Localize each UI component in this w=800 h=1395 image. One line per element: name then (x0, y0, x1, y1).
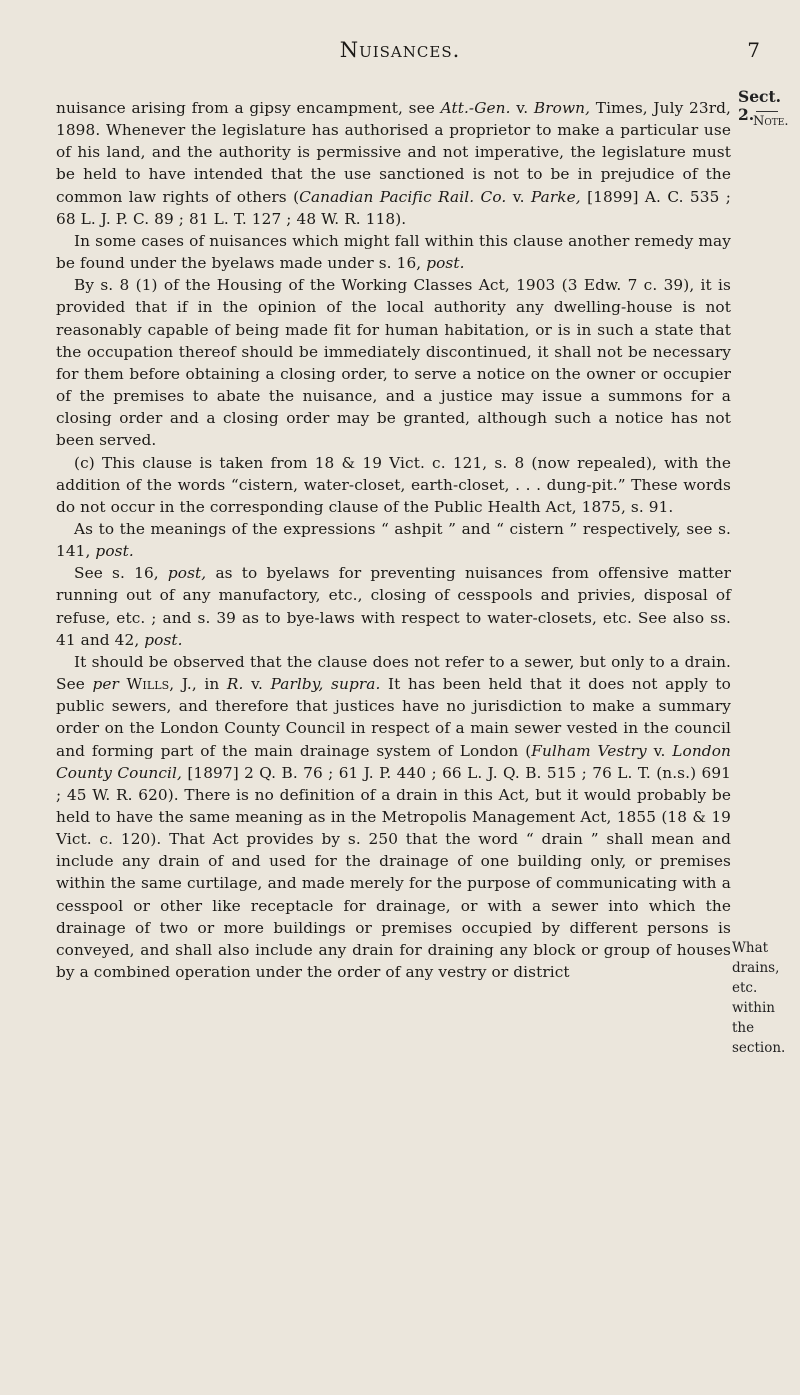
margin-drains-note (732, 938, 800, 1058)
text-run: [1899] A. C. 535 ; 68 L. J. P. C. 89 ; 81 L. T. 127 ; 48 W. R. 118). (56, 187, 731, 228)
text-run: post. (144, 630, 183, 649)
text-run: v. (243, 675, 271, 694)
text-run: (c) This clause is taken from 18 & 19 Vict. c. 121, s. 8 (now repealed), with the addition of the words “cistern, water-closet, earth-closet, . . . dung-pit.” These words do not occur in the corresponding clause of the Public Health Act, 1875, s. 91. (56, 453, 731, 516)
text-run: By s. 8 (1) of the Housing of the Working Classes Act, 1903 (3 Edw. 7 c. 39), it is provided that if in the opinion of the local authority any dwelling-house is not reasonably capable of being made fit for human habitation, or is in such a state that the occupation thereof should be immediately discontinued, it shall not be necessary for them before obtaining a closing order, to serve a notice on the owner or occupier of the premises to abate the nuisance, and a justice may issue a summons for a closing order and a closing order may be granted, although such a notice has not been served. (56, 276, 731, 450)
paragraph (56, 651, 731, 983)
text-run: See s. 16, (74, 564, 168, 583)
text-run: In some cases of nuisances which might fall within this clause another remedy may be found under the byelaws made under s. 16, (56, 231, 731, 273)
paragraph (56, 97, 731, 230)
text-run: [1897] 2 Q. B. 76 ; 61 J. P. 440 ; 66 L. J. Q. B. 515 ; 76 L. T. (n.s.) 691 ; 45 W. R. 620). There is no definition of a drain in this Act, but it would probably be held to have the same meaning as in the Metropolis Management Act, 1855 (18 & 19 Vict. c. 120). That Act provides by s. 250 that the word “ drain ” shall mean and include any drain of and used for the drainage of one building only, or premises within the same curtilage, and made merely for the purpose of communicating with a cesspool or other like receptacle for drainage, or with a sewer into which the drainage of two or more buildings or premises occupied by different persons is conveyed, and shall also include any drain for draining any block or group of houses by a combined operation under the order of any vestry or district (56, 763, 731, 982)
text-run: It should be observed that the clause does not refer to a sewer, but only to a drain. See (56, 652, 731, 694)
running-head: Nuisances. (339, 38, 461, 62)
margin-note-label: Note. (753, 114, 789, 129)
margin-drains-line: the section. (732, 1020, 786, 1056)
text-run: Brown, (533, 99, 591, 117)
text-run: v. (646, 741, 673, 760)
text-run: post. (95, 542, 134, 561)
page-header (0, 38, 800, 78)
paragraph (56, 230, 731, 274)
text-run: Times, July 23rd, 1898. Whenever the legislature has authorised a proprietor to make a particular use of his land, and the authority is permissive and not imperative, the legislature must be held to have intended that the use sanctioned is not to be in prejudice of the common law rights of others ( (56, 99, 731, 206)
margin-note-rule (756, 111, 778, 112)
text-run: As to the meanings of the expressions “ ashpit ” and “ cistern ” respectively, see s. 141, (56, 519, 731, 561)
paragraph (56, 562, 731, 651)
text-run: Canadian Pacific Rail. Co. (299, 187, 507, 206)
margin-sect-label: Sect. 2. (738, 87, 782, 124)
text-run: London County Council, (56, 741, 731, 782)
text-run: nuisance arising from a gipsy encampment, see (56, 99, 441, 117)
text-run: Fulham Vestry (531, 741, 647, 760)
text-run: Wills (126, 675, 170, 694)
text-run: as to byelaws for preventing nuisances from offensive matter running out of any manufactory, etc., closing of cesspools and privies, disposal of refuse, etc. ; and s. 39 as to bye-laws with respect to water-closets, etc. See also ss. 41 and 42, (56, 564, 731, 649)
text-run: R. (226, 675, 244, 694)
text-run: Att.-Gen. (440, 99, 511, 117)
page-number: 7 (747, 38, 760, 62)
text-run: post. (426, 254, 465, 273)
text-run: Parlby, supra. (270, 675, 381, 694)
text-run: post, (167, 564, 207, 583)
paragraph (56, 274, 731, 451)
text-run: per (92, 675, 119, 694)
margin-drains-line: What drains, (732, 940, 780, 976)
text-run: It has been held that it does not apply to public sewers, and therefore that justices have no jurisdiction to make a summary order on the London County Council in respect of a main sewer vested in the council and forming part of the main drainage system of London ( (56, 675, 731, 760)
text-run (119, 675, 127, 693)
paragraph (56, 518, 731, 562)
text-run: v. (510, 99, 534, 117)
text-run: v. (506, 187, 531, 206)
paragraph (56, 452, 731, 518)
text-run: Parke, (530, 187, 581, 206)
body-text (56, 97, 731, 983)
text-run: , J., in (169, 675, 227, 694)
margin-drains-line: etc. within (732, 980, 776, 1016)
